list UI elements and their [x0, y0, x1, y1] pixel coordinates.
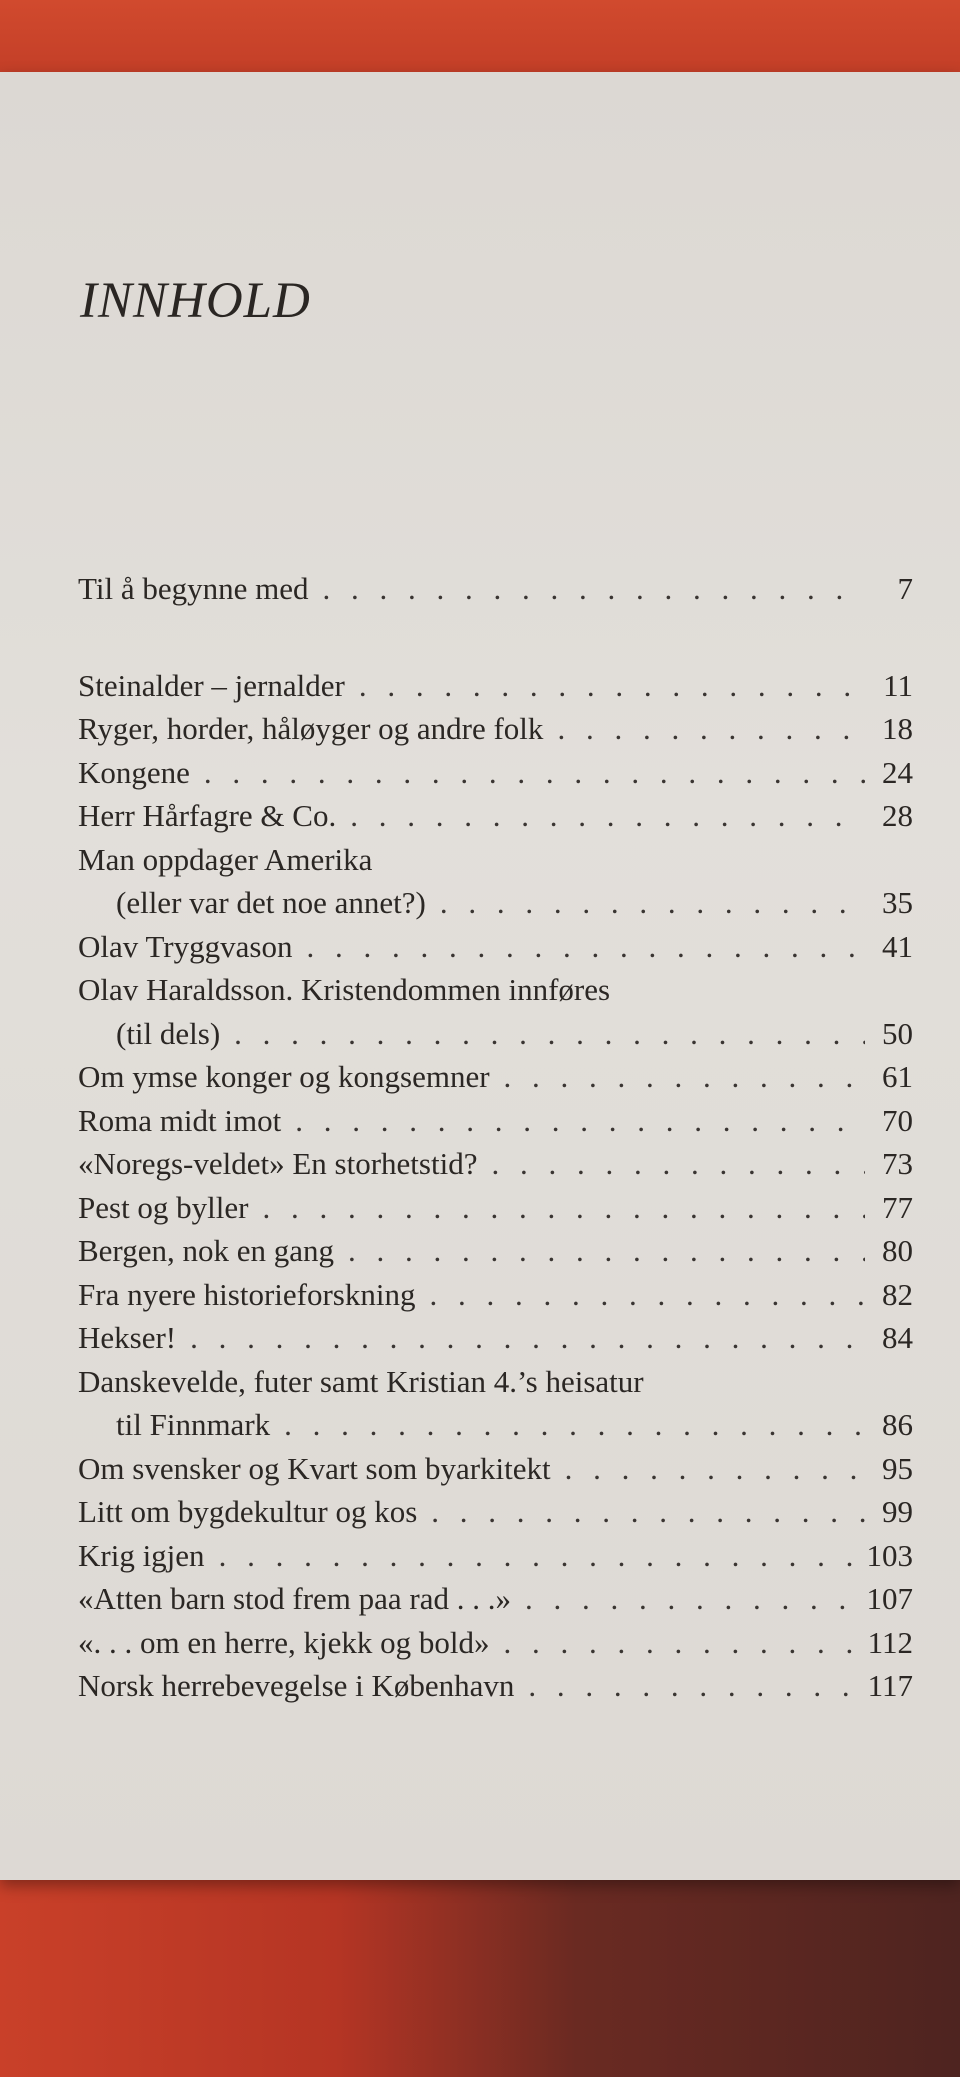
- toc-entry-title: Olav Tryggvason: [78, 928, 293, 964]
- toc-entry: [78, 1577, 913, 1621]
- toc-entry-title: (til dels): [116, 1015, 221, 1051]
- toc-entry: [78, 1490, 913, 1534]
- dot-leader: [322, 567, 865, 611]
- dot-leader: [557, 707, 865, 751]
- toc-entry-title: «Atten barn stod frem paa rad . . .»: [78, 1581, 512, 1616]
- dot-leader: [295, 1099, 865, 1143]
- toc-entry: [78, 1534, 913, 1578]
- toc-entry-title: Om ymse konger og kongsemner: [78, 1059, 490, 1094]
- dot-leader: [348, 1229, 865, 1273]
- dot-leader: [263, 1186, 866, 1230]
- toc-entry: [78, 707, 913, 751]
- toc-entry-title: til Finnmark: [116, 1407, 271, 1442]
- toc-entry-title: Kongene: [78, 754, 190, 790]
- dot-leader: [504, 1055, 865, 1099]
- toc-entry-title: Bergen, nok en gang: [78, 1233, 334, 1268]
- toc-entry-title: Litt om bygdekultur og kos: [78, 1494, 418, 1529]
- dot-leader: [359, 664, 865, 708]
- toc-entry-page: 107: [866, 1581, 913, 1616]
- toc-entry-first-line: Danskevelde, futer samt Kristian 4.’s heisatur: [78, 1363, 644, 1399]
- toc-entry: [78, 1012, 913, 1056]
- dot-leader: [525, 1577, 858, 1621]
- page-title: INNHOLD: [80, 273, 311, 329]
- toc-entry: [78, 925, 913, 969]
- toc-entry: [78, 1664, 913, 1708]
- toc-list: [78, 567, 913, 1708]
- toc-entry-page: 82: [882, 1276, 913, 1312]
- toc-entry-title: Krig igjen: [78, 1537, 205, 1573]
- dot-leader: [565, 1447, 865, 1491]
- toc-entry-page: 86: [882, 1407, 913, 1442]
- toc-entry: [78, 1055, 913, 1099]
- toc-entry: [78, 664, 913, 708]
- toc-entry: [78, 1229, 913, 1273]
- dot-leader: [491, 1142, 865, 1186]
- dot-leader: [440, 881, 865, 925]
- dot-leader: [204, 751, 865, 795]
- toc-entry: [78, 1621, 913, 1665]
- toc-entry-page: 70: [882, 1102, 913, 1138]
- toc-entry-title: Steinalder – jernalder: [78, 667, 345, 703]
- toc-entry-page: 117: [867, 1668, 913, 1703]
- dot-leader: [528, 1664, 859, 1708]
- dot-leader: [219, 1534, 859, 1578]
- toc-entry-first-line: Man oppdager Amerika: [78, 841, 373, 877]
- dot-leader: [284, 1403, 865, 1447]
- dot-leader: [431, 1490, 865, 1534]
- toc-entry-page: 112: [867, 1624, 913, 1660]
- toc-entry: [78, 1403, 913, 1447]
- toc-entry-title: Fra nyere historieforskning: [78, 1276, 416, 1312]
- book-page: [0, 72, 960, 1880]
- toc-entry-page: 80: [882, 1233, 913, 1268]
- toc-entry-page: 61: [882, 1059, 913, 1094]
- toc-entry-page: 7: [897, 571, 913, 606]
- toc-entry-title: Norsk herrebevegelse i København: [78, 1668, 515, 1703]
- dot-leader: [306, 925, 865, 969]
- toc-entry: [78, 567, 913, 611]
- toc-entry-page: 99: [882, 1494, 913, 1529]
- dot-leader: [234, 1012, 865, 1056]
- toc-entry: [78, 1447, 913, 1491]
- toc-entry-page: 73: [882, 1146, 913, 1181]
- dot-leader: [350, 794, 865, 838]
- dot-leader: [504, 1621, 860, 1665]
- toc-entry-title: Ryger, horder, håløyger og andre folk: [78, 711, 544, 746]
- tablecloth-bottom: [0, 1870, 960, 2077]
- toc-entry-page: 28: [882, 798, 913, 833]
- toc-entry: [78, 1186, 913, 1230]
- toc-entry-page: 95: [882, 1450, 913, 1486]
- toc-entry-page: 77: [882, 1189, 913, 1225]
- toc-entry-title: Om svensker og Kvart som byarkitekt: [78, 1450, 551, 1486]
- toc-entry: [78, 794, 913, 838]
- toc-entry-page: 18: [882, 711, 913, 746]
- toc-entry-page: 24: [882, 754, 913, 790]
- toc-entry: [78, 1142, 913, 1186]
- toc-entry-page: 84: [882, 1320, 913, 1355]
- toc-entry: [78, 751, 913, 795]
- toc-entry-first-line: Olav Haraldsson. Kristendommen innføres: [78, 972, 611, 1007]
- toc-entry-title: (eller var det noe annet?): [116, 885, 426, 920]
- toc-entry: [78, 1316, 913, 1360]
- toc-entry-title: Pest og byller: [78, 1189, 249, 1225]
- dot-leader: [190, 1316, 865, 1360]
- toc-entry-page: 50: [882, 1015, 913, 1051]
- toc-entry-title: Roma midt imot: [78, 1102, 282, 1138]
- toc-entry: [78, 1099, 913, 1143]
- toc-entry-title: Til å begynne med: [78, 571, 309, 606]
- toc-entry-page: 41: [882, 928, 913, 964]
- toc-entry: [78, 881, 913, 925]
- toc-entry-page: 35: [882, 885, 913, 920]
- toc-entry-page: 103: [866, 1537, 913, 1573]
- toc-entry-title: Hekser!: [78, 1320, 177, 1355]
- toc-entry-title: «. . . om en herre, kjekk og bold»: [78, 1624, 490, 1660]
- toc-entry-title: Herr Hårfagre & Co.: [78, 798, 337, 833]
- toc-entry-title: «Noregs-veldet» En storhetstid?: [78, 1146, 478, 1181]
- dot-leader: [429, 1273, 865, 1317]
- toc-entry: [78, 1273, 913, 1317]
- toc-entry-page: 11: [883, 667, 913, 703]
